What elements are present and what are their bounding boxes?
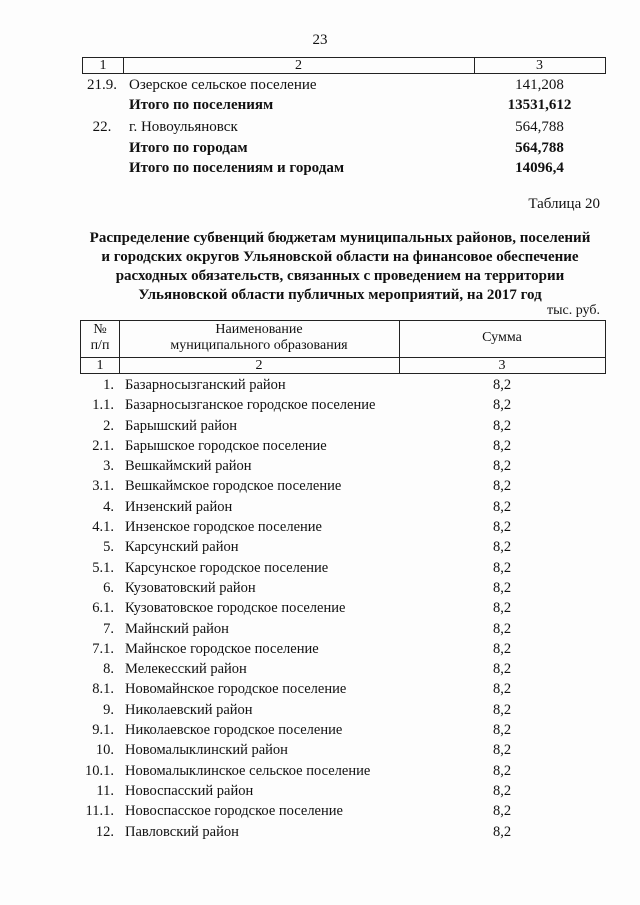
row-sum: 8,2 <box>492 681 512 698</box>
subtotal-row <box>82 138 606 158</box>
row-name: Итого по поселениям <box>129 97 274 113</box>
row-name: Кузоватовское городское поселение <box>125 600 346 617</box>
table-row <box>82 117 606 137</box>
table-row <box>80 740 606 760</box>
row-sum: 8,2 <box>492 539 512 556</box>
row-number: 8.1. <box>92 681 114 698</box>
table-row <box>80 578 606 598</box>
row-sum: 8,2 <box>492 519 512 536</box>
row-sum: 8,2 <box>492 458 512 475</box>
row-name: Инзенский район <box>125 498 233 515</box>
row-number: 9.1. <box>92 722 114 739</box>
table-row <box>80 517 606 537</box>
row-number: 7.1. <box>92 640 114 657</box>
row-name: Карсунское городское поселение <box>125 559 329 576</box>
row-number: 2. <box>103 417 114 434</box>
row-name: Новомайнское городское поселение <box>125 681 347 698</box>
row-number: 1. <box>103 377 114 393</box>
table-row <box>80 598 606 618</box>
row-number: 4.1. <box>92 519 114 536</box>
row-number: 8. <box>103 661 114 678</box>
row-value: 564,788 <box>515 140 564 156</box>
col-index-1: 1 <box>83 58 124 73</box>
row-name: Итого по городам <box>129 140 248 156</box>
row-number: 3. <box>103 458 114 475</box>
row-name: Мелекесский район <box>125 661 247 678</box>
table-row <box>80 822 606 842</box>
row-sum: 8,2 <box>492 579 512 596</box>
table-row <box>80 639 606 659</box>
table-row <box>80 679 606 699</box>
header-name-line: Наименование <box>215 322 303 337</box>
table-row <box>80 659 606 679</box>
row-name: Майнское городское поселение <box>125 640 319 657</box>
row-sum: 8,2 <box>492 620 512 637</box>
row-name: Николаевский район <box>125 701 253 718</box>
row-number: 5. <box>103 539 114 556</box>
row-number: 6. <box>103 579 114 596</box>
row-name: Озерское сельское поселение <box>129 77 317 93</box>
row-sum: 8,2 <box>492 661 512 678</box>
col-index-2: 2 <box>255 358 263 373</box>
title-line: Распределение субвенций бюджетам муниципальных районов, поселений <box>89 230 591 246</box>
table-row <box>80 375 606 395</box>
row-value: 13531,612 <box>507 97 572 113</box>
row-number: 11. <box>96 782 114 799</box>
row-name: Новомалыклинское сельское поселение <box>125 762 371 779</box>
row-name: Барышский район <box>125 417 237 434</box>
row-sum: 8,2 <box>492 559 512 576</box>
row-name: Барышское городское поселение <box>125 437 327 454</box>
table-row <box>80 395 606 415</box>
row-number: 10.1. <box>85 762 114 779</box>
table-row <box>80 801 606 821</box>
header-sum: Сумма <box>482 330 522 345</box>
main-table-body <box>80 375 606 842</box>
row-name: Новоспасский район <box>125 782 254 799</box>
row-name: Вешкаймское городское поселение <box>125 478 342 495</box>
row-name: Карсунский район <box>125 539 239 556</box>
header-name <box>119 322 399 354</box>
row-sum: 8,2 <box>492 640 512 657</box>
header-number-line: п/п <box>90 338 110 353</box>
row-number: 6.1. <box>92 600 114 617</box>
row-name: Базарносызганское городское поселение <box>125 397 376 414</box>
row-value: 141,208 <box>515 77 564 93</box>
row-name: Павловский район <box>125 823 239 840</box>
main-table-header <box>80 320 606 374</box>
row-sum: 8,2 <box>492 377 512 393</box>
table-row <box>80 456 606 476</box>
row-number: 1.1. <box>92 397 114 414</box>
header-number <box>81 322 119 354</box>
row-name: Кузоватовский район <box>125 579 256 596</box>
row-sum: 8,2 <box>492 498 512 515</box>
row-sum: 8,2 <box>492 803 512 820</box>
row-sum: 8,2 <box>492 437 512 454</box>
table-row <box>80 761 606 781</box>
col-index-2: 2 <box>123 58 475 73</box>
row-name: Инзенское городское поселение <box>125 519 322 536</box>
row-number: 11.1. <box>85 803 114 820</box>
table-row <box>80 497 606 517</box>
row-sum: 8,2 <box>492 600 512 617</box>
row-name: Итого по поселениям и городам <box>129 160 345 176</box>
row-sum: 8,2 <box>492 742 512 759</box>
table-row <box>80 558 606 578</box>
table-row <box>80 416 606 436</box>
row-sum: 8,2 <box>492 782 512 799</box>
table-row <box>80 537 606 557</box>
col-index-3: 3 <box>536 58 543 73</box>
table-row <box>80 781 606 801</box>
row-name: г. Новоульяновск <box>129 119 238 135</box>
row-number: 3.1. <box>92 478 114 495</box>
row-sum: 8,2 <box>492 701 512 718</box>
row-sum: 8,2 <box>492 722 512 739</box>
table-row <box>80 700 606 720</box>
row-value: 14096,4 <box>515 160 564 176</box>
grand-total-row <box>82 158 606 178</box>
row-name: Николаевское городское поселение <box>125 722 343 739</box>
table-title <box>70 229 610 305</box>
title-line: Ульяновской области публичных мероприятий, на 2017 год <box>138 287 542 303</box>
continuation-table-header <box>82 57 606 74</box>
row-number: 22. <box>92 119 112 135</box>
row-number: 10. <box>95 742 114 759</box>
row-number: 7. <box>103 620 114 637</box>
row-number: 2.1. <box>92 437 114 454</box>
col-index-3: 3 <box>498 358 506 373</box>
row-sum: 8,2 <box>492 762 512 779</box>
header-number-line: № <box>93 322 107 337</box>
units-label: тыс. руб. <box>547 303 600 318</box>
row-sum: 8,2 <box>492 417 512 434</box>
row-number: 5.1. <box>92 559 114 576</box>
title-line: и городских округов Ульяновской области на финансовое обеспечение <box>101 249 579 265</box>
row-name: Майнский район <box>125 620 229 637</box>
table-row <box>80 720 606 740</box>
table-row <box>80 476 606 496</box>
row-name: Базарносызганский район <box>125 377 286 393</box>
header-name-line: муниципального образования <box>170 338 348 353</box>
row-sum: 8,2 <box>492 478 512 495</box>
table-row <box>80 436 606 456</box>
row-number: 21.9. <box>87 77 117 93</box>
row-number: 12. <box>95 823 114 840</box>
row-sum: 8,2 <box>492 397 512 414</box>
row-sum: 8,2 <box>492 823 512 840</box>
row-number: 4. <box>103 498 114 515</box>
title-line: расходных обязательств, связанных с проведением на территории <box>115 268 565 284</box>
page-number: 23 <box>312 32 328 48</box>
col-index-1: 1 <box>96 358 104 373</box>
row-name: Новоспасское городское поселение <box>125 803 343 820</box>
subtotal-row <box>82 95 606 115</box>
row-value: 564,788 <box>515 119 564 135</box>
table-row <box>80 619 606 639</box>
row-name: Новомалыклинский район <box>125 742 288 759</box>
table-row <box>82 75 606 95</box>
row-name: Вешкаймский район <box>125 458 252 475</box>
table-label: Таблица 20 <box>528 196 600 212</box>
row-number: 9. <box>103 701 114 718</box>
